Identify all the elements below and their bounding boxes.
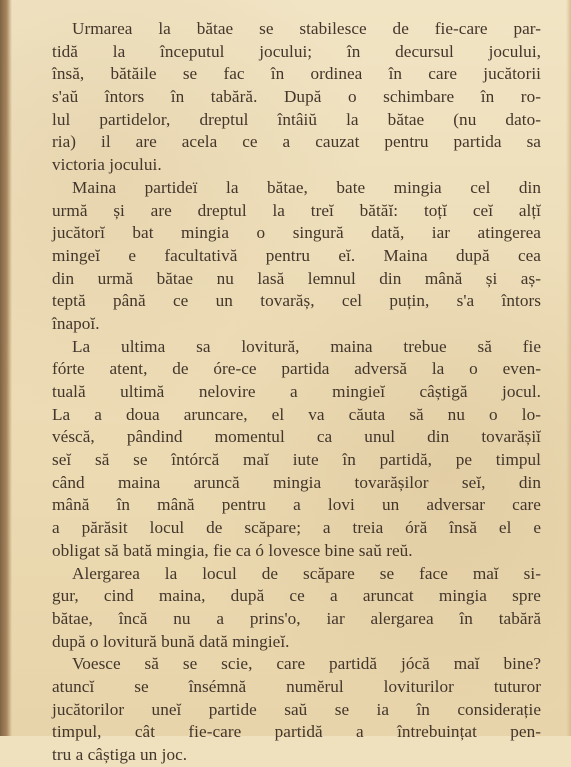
text-line: s'aŭ întors în tabără. După o schimbare în ro- bbox=[52, 87, 541, 107]
text-line: jucătorilor uneĭ partide saŭ se ia în considerație bbox=[52, 699, 541, 719]
text-line: înapoĭ. bbox=[52, 313, 100, 333]
text-line: victoria jocului. bbox=[52, 155, 162, 175]
text-line: urmă și are dreptul la treĭ bătăĭ: toțĭ ceĭ alțĭ bbox=[52, 200, 541, 220]
text-line: când maina aruncă mingia tovarășilor seĭ, din bbox=[52, 472, 541, 492]
text-line: véscă, pândind momentul ca unul din tovarășiĭ bbox=[52, 427, 541, 447]
paragraph-1 bbox=[52, 18, 541, 177]
text-line: La ultima sa lovitură, maina trebue să fie bbox=[72, 336, 541, 356]
text-line: ria) il are acela ce a cauzat pentru partida sa bbox=[52, 132, 541, 152]
text-line: însă, bătăile se fac în ordinea în care jucătorii bbox=[52, 64, 541, 84]
text-line: după o lovitură bună dată mingieĭ. bbox=[52, 631, 290, 651]
text-line: Urmarea la bătae se stabilesce de fie-care par- bbox=[72, 19, 541, 38]
text-line: bătae, încă nu a prins'o, iar alergarea în tabără bbox=[52, 608, 541, 628]
text-line: tuală ultimă nelovire a mingieĭ câștigă jocul. bbox=[52, 382, 541, 401]
text-line: fórte atent, de óre-ce partida adversă la o even- bbox=[52, 359, 541, 379]
text-line: La a doua aruncare, el va căuta să nu o lo- bbox=[52, 404, 541, 424]
text-line: tru a câștiga un joc. bbox=[52, 745, 188, 764]
text-line: din urmă bătae nu lasă lemnul din mână și aș- bbox=[52, 268, 541, 288]
text-line: timpul, cât fie-care partidă a întrebuințat pen- bbox=[52, 722, 541, 742]
text-line: jucătorĭ bat mingia o singură dată, iar atingerea bbox=[52, 223, 541, 243]
text-line: gur, cind maina, după ce a aruncat mingia spre bbox=[52, 586, 541, 606]
text-line: lul partidelor, dreptul întâiŭ la bătae (nu dato- bbox=[52, 109, 541, 129]
paragraph-3 bbox=[52, 336, 541, 563]
text-line: mingeĭ e facultativă pentru eĭ. Maina după cea bbox=[52, 245, 541, 265]
text-line: seĭ să se întórcă maĭ iute în partidă, pe timpul bbox=[52, 450, 541, 470]
text-line: Maina partideï la bătae, bate mingia cel din bbox=[72, 177, 541, 197]
text-line: obligat să bată mingia, fie ca ó lovesce bine saŭ reŭ. bbox=[52, 540, 413, 560]
text-line: mână în mână pentru a lovi un adversar care bbox=[52, 495, 541, 515]
page-text bbox=[52, 18, 541, 767]
page-edge bbox=[566, 0, 571, 736]
text-line: a părăsit locul de scăpare; a treia óră însă el e bbox=[52, 518, 541, 538]
paragraph-5 bbox=[52, 653, 541, 766]
paragraph-2 bbox=[52, 177, 541, 336]
text-line: Alergarea la locul de scăpare se face maĭ si- bbox=[72, 563, 541, 583]
text-line: atuncĭ se însémnă numĕrul loviturilor tuturor bbox=[52, 676, 541, 696]
book-spine-shadow bbox=[0, 0, 12, 736]
text-line: tidă la începutul jocului; în decursul jocului, bbox=[52, 41, 541, 61]
paragraph-4 bbox=[52, 563, 541, 654]
text-line: teptă până ce un tovarăș, cel puțin, s'a întors bbox=[52, 291, 541, 311]
text-line: Voesce să se scie, care partidă jócă maĭ bine? bbox=[72, 654, 541, 674]
